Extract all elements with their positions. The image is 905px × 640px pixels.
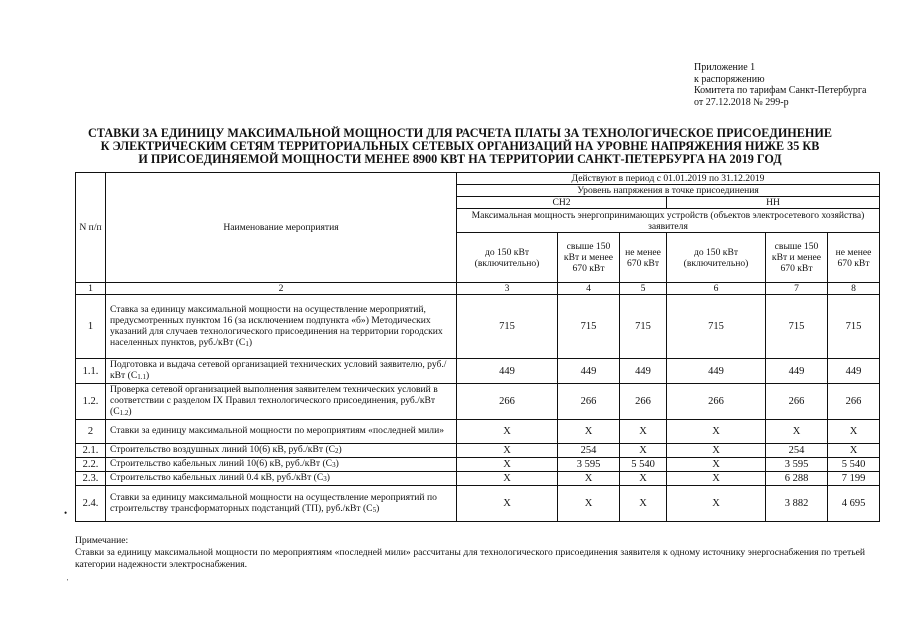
rate-value-cell: Х [828, 420, 880, 444]
row-name-end: ) [326, 472, 330, 483]
rate-value-cell: Х [457, 458, 558, 472]
title-line: СТАВКИ ЗА ЕДИНИЦУ МАКСИМАЛЬНОЙ МОЩНОСТИ ДЛЯ РАСЧЕТА ПЛАТЫ ЗА ТЕХНОЛОГИЧЕСКОЕ ПРИСОЕДИНЕНИЕ [88, 126, 832, 140]
rate-value-cell: 715 [457, 295, 558, 359]
rate-value-cell: 3 882 [766, 486, 828, 522]
table-row [76, 472, 880, 486]
rate-value-cell: 449 [766, 359, 828, 384]
rate-value-cell: 715 [620, 295, 667, 359]
rate-value-cell: 449 [620, 359, 667, 384]
header-voltage-ch2: СН2 [457, 197, 667, 209]
table-row [76, 458, 880, 472]
rate-value-cell: Х [766, 420, 828, 444]
rate-value-cell: 449 [457, 359, 558, 384]
margin-mark: ' [67, 578, 69, 586]
rate-value-cell: Х [457, 444, 558, 458]
rate-value-cell: 5 540 [620, 458, 667, 472]
rate-value-cell: Х [558, 486, 620, 522]
document-title [60, 127, 860, 166]
rate-value-cell: Х [667, 472, 766, 486]
rate-value-cell: Х [667, 458, 766, 472]
row-number: 2.3. [76, 472, 106, 486]
table-row [76, 384, 880, 420]
appendix-line: Приложение 1 [694, 62, 756, 73]
rate-value-cell: 3 595 [558, 458, 620, 472]
row-name-text: Строительство воздушных линий 10(6) кВ, руб./кВт (C [110, 444, 336, 455]
note-label: Примечание: [75, 535, 129, 546]
header-period: Действуют в период с 01.01.2019 по 31.12.2019 [457, 173, 880, 185]
row-name-text: Подготовка и выдача сетевой организацией технических условий заявителю, руб./кВт (C [110, 359, 447, 381]
row-number: 1 [76, 295, 106, 359]
row-number: 2.2. [76, 458, 106, 472]
rate-value-cell: Х [620, 472, 667, 486]
rate-value-cell: Х [457, 420, 558, 444]
header-voltage-nn: НН [667, 197, 880, 209]
rate-value-cell: 5 540 [828, 458, 880, 472]
header-number: N п/п [76, 173, 106, 283]
row-name-subscript: 2 [335, 447, 339, 455]
margin-mark: • [64, 508, 68, 518]
row-name-end: ) [248, 336, 253, 348]
index-cell: 1 [76, 283, 106, 295]
row-number: 2 [76, 420, 106, 444]
rate-value-cell: Х [620, 420, 667, 444]
appendix-block [694, 62, 866, 108]
rate-value-cell: 449 [667, 359, 766, 384]
row-name-text: Ставка за единицу максимальной мощности на осуществление мероприятий, предусмотренных пунктом 16 (за исключением подпункта «б») Методических указаний для случаев технологического присоединения на территории городских населенных пунктов, руб./кВт (C [110, 303, 443, 348]
rate-value-cell: Х [667, 486, 766, 522]
header-voltage-level: Уровень напряжения в точке присоединения [457, 185, 880, 197]
index-cell: 8 [828, 283, 880, 295]
rate-value-cell: 266 [457, 384, 558, 420]
row-name [106, 295, 457, 359]
rate-value-cell: Х [667, 444, 766, 458]
row-number: 1.1. [76, 359, 106, 384]
row-name-end: ) [376, 502, 380, 514]
appendix-line: от 27.12.2018 № 299-р [694, 96, 789, 108]
index-cell: 7 [766, 283, 828, 295]
rate-value-cell: 449 [828, 359, 880, 384]
rate-value-cell: Х [558, 420, 620, 444]
row-name [106, 384, 457, 420]
row-name-subscript: 1.2 [119, 409, 129, 417]
header-max-power: Максимальная мощность энергопринимающих устройств (объектов электросетевого хозяйства) заявителя [457, 209, 880, 233]
rate-value-cell: 3 595 [766, 458, 828, 472]
row-name-end: ) [335, 458, 339, 469]
header-power-col: не менее 670 кВт [620, 233, 667, 283]
rate-value-cell: Х [457, 472, 558, 486]
rate-value-cell: 254 [766, 444, 828, 458]
row-name-subscript: 1.1 [137, 373, 146, 381]
row-name [106, 444, 457, 458]
title-line: И ПРИСОЕДИНЯЕМОЙ МОЩНОСТИ МЕНЕЕ 8900 КВТ НА ТЕРРИТОРИИ САНКТ-ПЕТЕРБУРГА НА 2019 ГОД [138, 152, 782, 166]
appendix-line: к распоряжению [694, 73, 765, 85]
rate-value-cell: 4 695 [828, 486, 880, 522]
index-cell: 6 [667, 283, 766, 295]
row-name [106, 472, 457, 486]
rate-value-cell: 715 [828, 295, 880, 359]
rate-value-cell: 266 [828, 384, 880, 420]
row-name-text: Проверка сетевой организацией выполнения заявителем технических условий в соответствии с разделом IX Правил технологического присоединения, руб./кВт (C [110, 384, 438, 417]
header-power-col: свыше 150 кВт и менее 670 кВт [766, 233, 828, 283]
row-number: 2.1. [76, 444, 106, 458]
appendix-line: Комитета по тарифам Санкт-Петербурга [694, 85, 867, 96]
row-name-text: Строительство кабельных линий 10(6) кВ, руб./кВт (C [110, 458, 333, 469]
table-row [76, 295, 880, 359]
row-name-subscript: 5 [372, 505, 377, 514]
row-name-end: ) [146, 370, 150, 381]
header-power-col: до 150 кВт (включительно) [667, 233, 766, 283]
rate-value-cell: 715 [766, 295, 828, 359]
index-cell: 5 [620, 283, 667, 295]
rate-value-cell: Х [620, 486, 667, 522]
row-name-subscript: 3 [332, 461, 336, 469]
rate-value-cell: Х [828, 444, 880, 458]
rate-value-cell: Х [620, 444, 667, 458]
rate-value-cell: Х [558, 472, 620, 486]
row-name-end: ) [128, 406, 132, 417]
header-power-col: свыше 150 кВт и менее 670 кВт [558, 233, 620, 283]
row-name [106, 458, 457, 472]
rate-value-cell: 715 [558, 295, 620, 359]
header-name: Наименование мероприятия [106, 173, 457, 283]
rate-value-cell: 254 [558, 444, 620, 458]
rate-value-cell: 266 [667, 384, 766, 420]
rate-value-cell: 715 [667, 295, 766, 359]
row-number: 2.4. [76, 486, 106, 522]
row-name-text: Ставки за единицу максимальной мощности по мероприятиям «последней мили» [110, 425, 445, 436]
row-name-subscript: 3 [323, 475, 327, 483]
row-name [106, 420, 457, 444]
rates-table [75, 172, 880, 522]
rate-value-cell: 6 288 [766, 472, 828, 486]
rate-value-cell: 266 [766, 384, 828, 420]
table-row [76, 486, 880, 522]
rate-value-cell: Х [457, 486, 558, 522]
note-text: Ставки за единицу максимальной мощности по мероприятиям «последней мили» рассчитаны для технологического присоединения заявителя к одному источнику энергоснабжения по третьей категории надежности электроснабжения. [75, 547, 865, 570]
rate-value-cell: Х [667, 420, 766, 444]
header-power-col: до 150 кВт (включительно) [457, 233, 558, 283]
table-row [76, 359, 880, 384]
index-cell: 2 [106, 283, 457, 295]
table-row [76, 420, 880, 444]
row-name [106, 486, 457, 522]
row-number: 1.2. [76, 384, 106, 420]
row-name [106, 359, 457, 384]
note-block [75, 535, 865, 571]
row-name-text: Ставки за единицу максимальной мощности на осуществление мероприятий по строительству трансформаторных подстанций (ТП), руб./кВт (C [110, 491, 437, 514]
table-row [76, 444, 880, 458]
row-name-text: Строительство кабельных линий 0.4 кВ, руб./кВт (C [110, 472, 324, 483]
row-name-end: ) [338, 444, 342, 455]
rate-value-cell: 266 [558, 384, 620, 420]
rate-value-cell: 266 [620, 384, 667, 420]
index-cell: 4 [558, 283, 620, 295]
index-cell: 3 [457, 283, 558, 295]
row-name-subscript: 1 [245, 339, 249, 348]
title-line: К ЭЛЕКТРИЧЕСКИМ СЕТЯМ ТЕРРИТОРИАЛЬНЫХ СЕТЕВЫХ ОРГАНИЗАЦИЙ НА УРОВНЕ НАПРЯЖЕНИЯ НИЖЕ 35 КВ [100, 139, 820, 153]
rate-value-cell: 449 [558, 359, 620, 384]
header-power-col: не менее 670 кВт [828, 233, 880, 283]
rate-value-cell: 7 199 [828, 472, 880, 486]
